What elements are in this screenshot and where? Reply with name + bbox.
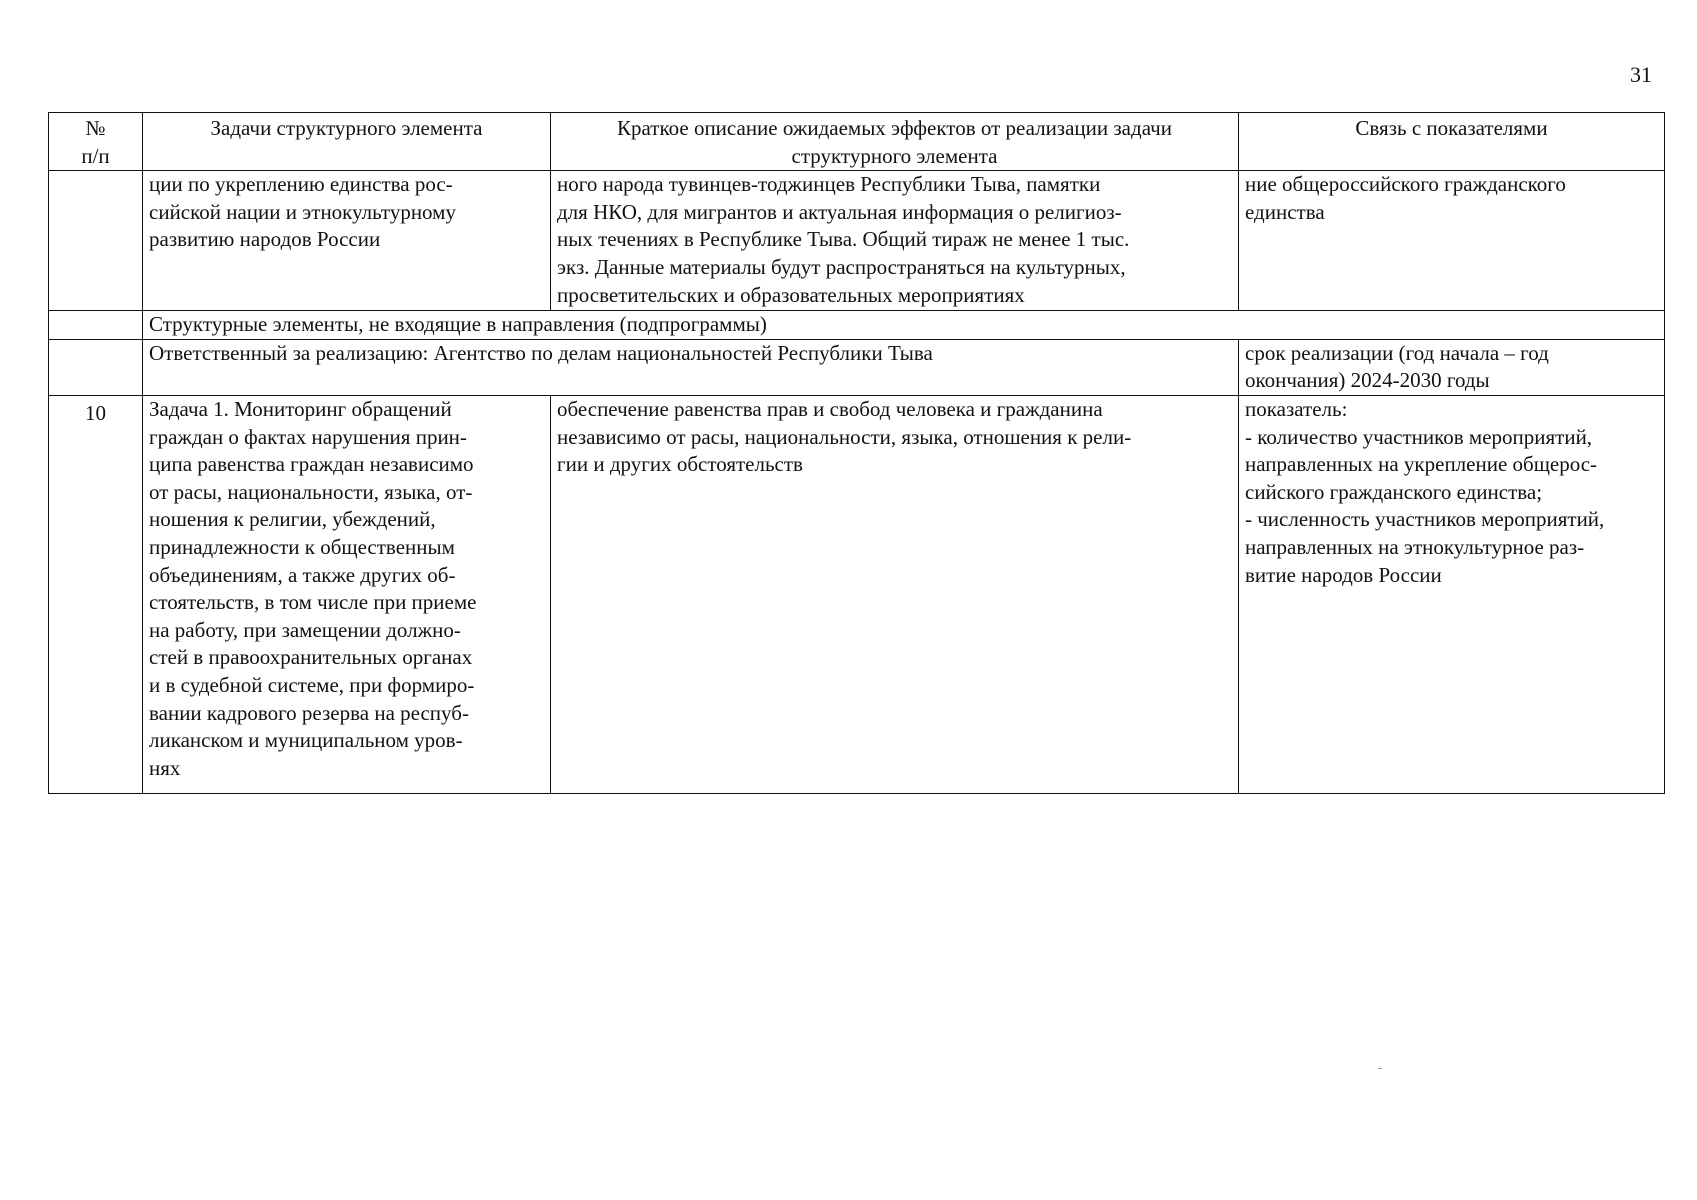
section-title: Структурные элементы, не входящие в направления (подпрограммы) [143, 311, 1665, 340]
cell-num: 10 [49, 395, 143, 793]
structural-elements-table [48, 112, 1665, 794]
page-number: 31 [1630, 62, 1652, 87]
header-link: Связь с показателями [1239, 113, 1665, 171]
cell-effect: ного народа тувинцев-тоджинцев Республики Тыва, памятки для НКО, для мигрантов и актуальная информация о религиоз- ных течениях в Республике Тыва. Общий тираж не менее 1 тыс. экз. Данные материалы будут распространяться на культурных, просветительских и образовательных мероприятиях [551, 171, 1239, 311]
cell-effect: обеспечение равенства прав и свобод человека и гражданина независимо от расы, национальности, языка, отношения к рели- гии и других обстоятельств [551, 395, 1239, 793]
responsible-text: Ответственный за реализацию: Агентство по делам национальностей Республики Тыва [143, 339, 1239, 395]
cell-task: ции по укреплению единства рос- сийской нации и этнокультурному развитию народов России [143, 171, 551, 311]
table-row-continuation [49, 171, 1665, 311]
table-row-task [49, 395, 1665, 793]
header-effect: Краткое описание ожидаемых эффектов от реализации задачи структурного элемента [551, 113, 1239, 171]
table-row-section [49, 311, 1665, 340]
table-row-responsible [49, 339, 1665, 395]
cell-task: Задача 1. Мониторинг обращений граждан о фактах нарушения прин- ципа равенства граждан независимо от расы, национальности, языка, от- ношения к религии, убеждений, принадлежности к общественным объединениям, а также других об- стоятельств, в том числе при приеме на работу, при замещении должно- стей в правоохранительных органах и в судебной системе, при формиро- вании кадрового резерва на респуб- ликанском и муниципальном уров- нях [143, 395, 551, 793]
header-task: Задачи структурного элемента [143, 113, 551, 171]
cell-num [49, 171, 143, 311]
cell-link: показатель: - количество участников мероприятий, направленных на укрепление общерос- сийского гражданского единства; - численность участников мероприятий, направленных на этнокультурное раз- витие народов России [1239, 395, 1665, 793]
cell-num [49, 339, 143, 395]
cell-link: ние общероссийского гражданского единства [1239, 171, 1665, 311]
cell-num [49, 311, 143, 340]
scan-speck [1378, 1068, 1382, 1069]
implementation-term: срок реализации (год начала – год окончания) 2024-2030 годы [1239, 339, 1665, 395]
header-num: № п/п [49, 113, 143, 171]
table-header-row [49, 113, 1665, 171]
